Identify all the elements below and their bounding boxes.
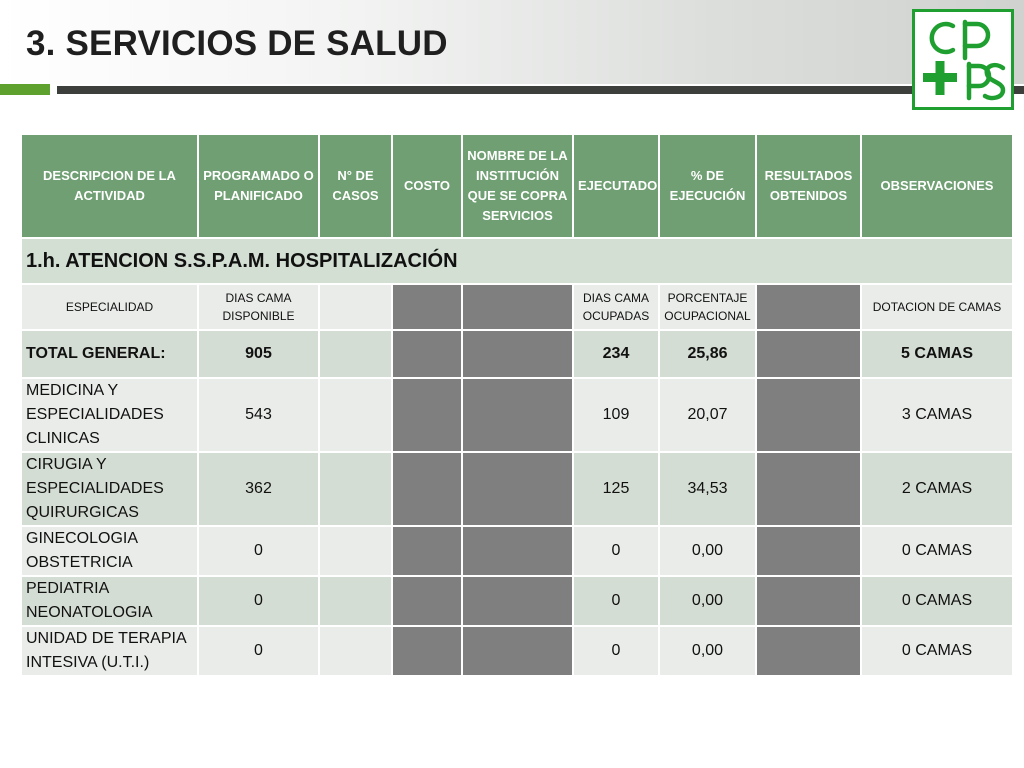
cell-casos: [319, 576, 392, 626]
grey-cell: [392, 626, 462, 676]
cell-disponible: 0: [198, 576, 319, 626]
subheader-dias-ocupadas: DIAS CAMA OCUPADAS: [573, 284, 659, 330]
total-row: [21, 330, 1013, 378]
cell-dotacion: 3 CAMAS: [861, 378, 1013, 452]
total-dotacion: 5 CAMAS: [861, 330, 1013, 378]
cell-ocupadas: 125: [573, 452, 659, 526]
col-header-descripcion: DESCRIPCION DE LA ACTIVIDAD: [21, 134, 198, 238]
cell-especialidad: MEDICINA Y ESPECIALIDADES CLINICAS: [21, 378, 198, 452]
grey-cell: [392, 526, 462, 576]
cell-dotacion: 0 CAMAS: [861, 626, 1013, 676]
grey-cell: [392, 378, 462, 452]
cell-porcentaje: 0,00: [659, 526, 756, 576]
col-header-programado: PROGRAMADO O PLANIFICADO: [198, 134, 319, 238]
table-row: [21, 526, 1013, 576]
total-porcentaje: 25,86: [659, 330, 756, 378]
grey-cell: [462, 330, 573, 378]
cell-dotacion: 2 CAMAS: [861, 452, 1013, 526]
subheader-especialidad: ESPECIALIDAD: [21, 284, 198, 330]
total-label: TOTAL GENERAL:: [21, 330, 198, 378]
grey-cell: [462, 452, 573, 526]
header-row: [21, 134, 1013, 238]
grey-cell: [392, 452, 462, 526]
cell-ocupadas: 109: [573, 378, 659, 452]
grey-cell: [462, 284, 573, 330]
cell-disponible: 0: [198, 626, 319, 676]
cell-dotacion: 0 CAMAS: [861, 526, 1013, 576]
col-header-institucion: NOMBRE DE LA INSTITUCIÓN QUE SE COPRA SERVICIOS: [462, 134, 573, 238]
cell-casos: [319, 378, 392, 452]
cell-especialidad: PEDIATRIA NEONATOLOGIA: [21, 576, 198, 626]
cell-ocupadas: 0: [573, 526, 659, 576]
total-disponible: 905: [198, 330, 319, 378]
cell-casos: [319, 526, 392, 576]
grey-cell: [756, 576, 861, 626]
cell-dotacion: 0 CAMAS: [861, 576, 1013, 626]
cell-especialidad: GINECOLOGIA OBSTETRICIA: [21, 526, 198, 576]
cell-especialidad: CIRUGIA Y ESPECIALIDADES QUIRURGICAS: [21, 452, 198, 526]
cell-casos: [319, 452, 392, 526]
grey-cell: [392, 284, 462, 330]
slide-title: 3. SERVICIOS DE SALUD: [26, 24, 448, 63]
subheader-porcentaje: PORCENTAJE OCUPACIONAL: [659, 284, 756, 330]
col-header-casos: N° DE CASOS: [319, 134, 392, 238]
subheader-dotacion: DOTACION DE CAMAS: [861, 284, 1013, 330]
total-casos: [319, 330, 392, 378]
col-header-resultados: RESULTADOS OBTENIDOS: [756, 134, 861, 238]
cell-porcentaje: 34,53: [659, 452, 756, 526]
grey-cell: [756, 526, 861, 576]
cell-disponible: 543: [198, 378, 319, 452]
table-row: [21, 626, 1013, 676]
col-header-observaciones: OBSERVACIONES: [861, 134, 1013, 238]
accent-bar-dark: [57, 86, 1024, 94]
section-title: 1.h. ATENCION S.S.P.A.M. HOSPITALIZACIÓN: [21, 238, 1013, 284]
services-table: [20, 133, 1014, 677]
cps-logo: [912, 9, 1014, 110]
grey-cell: [756, 626, 861, 676]
cell-ocupadas: 0: [573, 626, 659, 676]
table-row: [21, 452, 1013, 526]
col-header-costo: COSTO: [392, 134, 462, 238]
grey-cell: [756, 284, 861, 330]
cell-porcentaje: 20,07: [659, 378, 756, 452]
cps-logo-icon: [915, 12, 1011, 107]
subheader-blank: [319, 284, 392, 330]
cell-casos: [319, 626, 392, 676]
grey-cell: [392, 576, 462, 626]
cell-disponible: 362: [198, 452, 319, 526]
grey-cell: [392, 330, 462, 378]
cell-porcentaje: 0,00: [659, 576, 756, 626]
cell-especialidad: UNIDAD DE TERAPIA INTESIVA (U.T.I.): [21, 626, 198, 676]
accent-bar-green: [0, 84, 50, 95]
col-header-ejecutado: EJECUTADO: [573, 134, 659, 238]
grey-cell: [462, 378, 573, 452]
section-row: [21, 238, 1013, 284]
total-ocupadas: 234: [573, 330, 659, 378]
col-header-ejecucion: % DE EJECUCIÓN: [659, 134, 756, 238]
cell-disponible: 0: [198, 526, 319, 576]
subheader-row: [21, 284, 1013, 330]
grey-cell: [462, 576, 573, 626]
cell-ocupadas: 0: [573, 576, 659, 626]
grey-cell: [756, 452, 861, 526]
grey-cell: [756, 330, 861, 378]
grey-cell: [462, 526, 573, 576]
grey-cell: [756, 378, 861, 452]
cell-porcentaje: 0,00: [659, 626, 756, 676]
table-row: [21, 576, 1013, 626]
subheader-dias-disponible: DIAS CAMA DISPONIBLE: [198, 284, 319, 330]
table-row: [21, 378, 1013, 452]
grey-cell: [462, 626, 573, 676]
